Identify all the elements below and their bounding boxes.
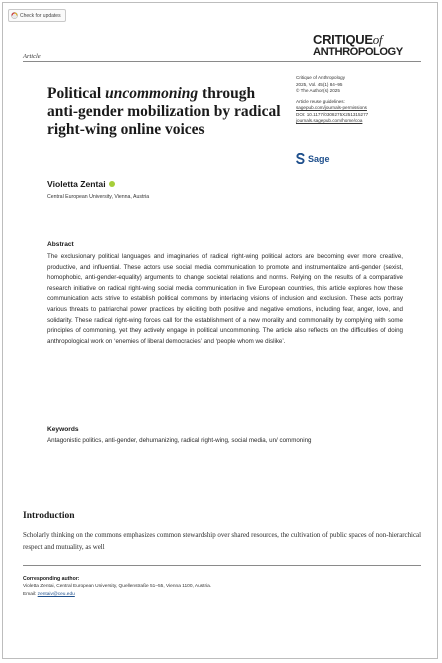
article-title: Political uncommoning through anti-gender mobilization by radical right-wing online voices	[47, 85, 281, 138]
sage-s-icon	[296, 153, 305, 164]
check-for-updates-label: Check for updates	[20, 12, 61, 19]
footnote-divider	[23, 565, 421, 566]
journal-name: Critique of Anthropology	[296, 75, 346, 80]
keywords-text: Antagonistic politics, anti-gender, dehumanizing, radical right-wing, social media, un/ commoning	[47, 437, 312, 444]
article-page	[2, 2, 438, 659]
title-emphasis: uncommoning	[105, 85, 199, 102]
orcid-icon[interactable]	[109, 181, 115, 187]
corresponding-email-line	[23, 592, 75, 597]
author-name: Violetta Zentai	[47, 179, 106, 189]
publisher-logo	[296, 153, 330, 164]
copyright: © The Author(s) 2025	[296, 88, 340, 93]
doi[interactable]: DOI: 10.1177/0308275X251315277	[296, 111, 369, 117]
author-affiliation: Central European University, Vienna, Austria	[47, 194, 150, 200]
journal-logo	[313, 33, 425, 58]
citation-block	[296, 75, 431, 125]
article-type: Article	[23, 53, 41, 60]
logo-anthropology: ANTHROPOLOGY	[313, 46, 403, 58]
check-for-updates-badge[interactable]	[8, 9, 66, 22]
corresponding-address: Violetta Zentai, Central European University, Quellenstraße 51–55, Vienna 1100, Austria.	[23, 584, 212, 589]
header-divider	[23, 61, 421, 62]
volume-info: 2025, Vol. 45(1) 84–95	[296, 81, 343, 87]
check-updates-icon	[11, 12, 18, 19]
logo-critique: CRITIQUE	[313, 32, 373, 47]
introduction-text: Scholarly thinking on the commons emphasizes common stewardship over shared resources, the cultivation of public spaces of non-hierarchical respect and mutuality, as well	[23, 532, 421, 551]
email-link[interactable]: zentaiv@ceu.edu	[37, 592, 75, 597]
logo-of: of	[372, 32, 383, 47]
author-line	[47, 179, 115, 189]
abstract-heading: Abstract	[47, 241, 74, 248]
permissions-link[interactable]: sagepub.com/journals-permissions	[296, 105, 367, 110]
introduction-heading: Introduction	[23, 511, 75, 521]
email-label: Email:	[23, 592, 38, 597]
abstract-text: The exclusionary political languages and imaginaries of radical right-wing political actors are becoming ever more creative, productive, and influential. These actors use social media communication to promote and instrumentalize anti-gender (sexist, homophobic, anti-gender-equality) arguments to change societal relations and norms. Relying on the results of a comparative research initiative on radical right-wing social media communication in five European countries, this article explores how these communication acts strive to establish political commons by interlacing visions of inclusion and exclusion. These acts portray various threats to patriarchal power practices by eliciting both positive and negative emotions, including fear, anger, love, and solidarity. These radical right-wing forces call for the establishment of a new morality and commonality by complying with some principles of commoning, yet they actively engage in political uncommoning. The article also reflects on the difficulties of doing anthropological work on ‘enemies of liberal democracies’ and ‘people whom we dislike’.	[47, 253, 403, 345]
keywords-heading: Keywords	[47, 426, 79, 433]
publisher-name: Sage	[308, 153, 330, 164]
journal-home-link[interactable]: journals.sagepub.com/home/coa	[296, 118, 363, 123]
reuse-label: Article reuse guidelines:	[296, 98, 345, 104]
corresponding-author-heading: Corresponding author:	[23, 576, 80, 582]
